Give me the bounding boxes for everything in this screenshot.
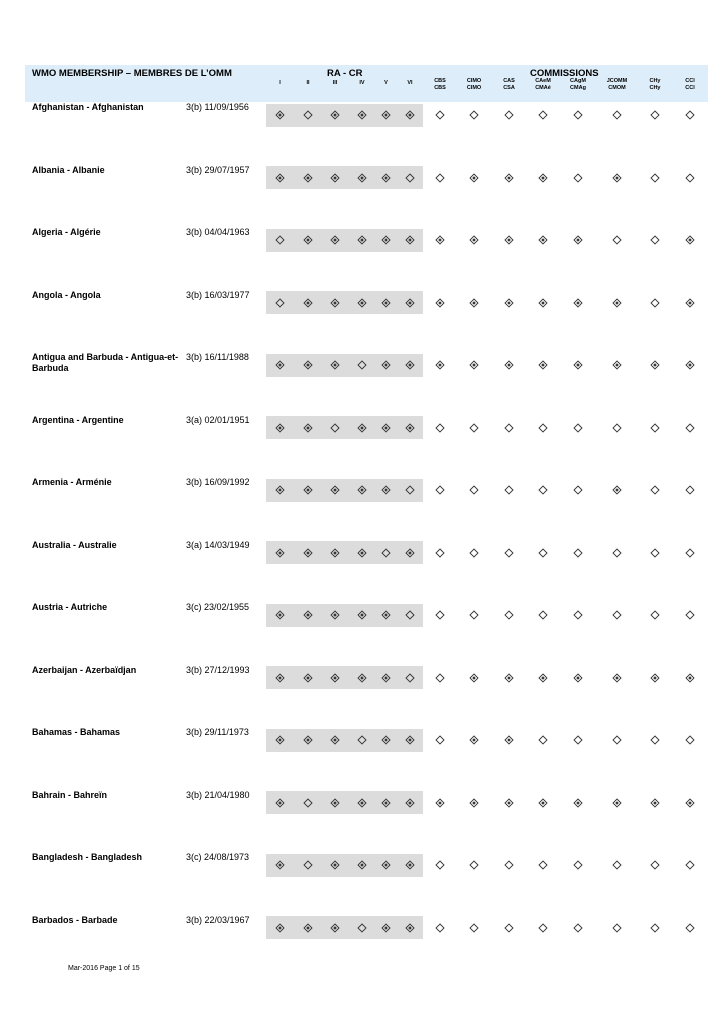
filled-diamond-icon (612, 360, 622, 370)
filled-diamond-icon (275, 548, 285, 558)
filled-diamond-icon (330, 548, 340, 558)
filled-diamond-icon (357, 860, 367, 870)
empty-diamond-icon (469, 860, 479, 870)
ra-band (266, 791, 423, 814)
filled-diamond-icon (573, 673, 583, 683)
filled-diamond-icon (405, 923, 415, 933)
empty-diamond-icon (650, 485, 660, 495)
filled-diamond-icon (650, 673, 660, 683)
membership-date: 3(a) 02/01/1951 (186, 414, 250, 425)
filled-diamond-icon (303, 235, 313, 245)
commission-name-en: CIMO (466, 78, 482, 84)
filled-diamond-icon (275, 798, 285, 808)
filled-diamond-icon (504, 298, 514, 308)
empty-diamond-icon (469, 423, 479, 433)
empty-diamond-icon (435, 860, 445, 870)
filled-diamond-icon (469, 735, 479, 745)
ra-band (266, 541, 423, 564)
filled-diamond-icon (303, 298, 313, 308)
member-name: Afghanistan - Afghanistan (32, 102, 144, 112)
empty-diamond-icon (303, 798, 313, 808)
filled-diamond-icon (357, 485, 367, 495)
commission-column-header (525, 78, 561, 91)
empty-diamond-icon (650, 548, 660, 558)
empty-diamond-icon (685, 860, 695, 870)
ra-band (266, 854, 423, 877)
filled-diamond-icon (405, 735, 415, 745)
page-title: WMO MEMBERSHIP – MEMBRES DE L’OMM (32, 68, 232, 79)
filled-diamond-icon (275, 923, 285, 933)
member-name: Bangladesh - Bangladesh (32, 852, 143, 862)
filled-diamond-icon (504, 173, 514, 183)
empty-diamond-icon (573, 923, 583, 933)
empty-diamond-icon (650, 298, 660, 308)
filled-diamond-icon (330, 610, 340, 620)
filled-diamond-icon (330, 485, 340, 495)
ra-column-header: I (279, 80, 281, 86)
membership-date: 3(b) 22/03/1967 (186, 914, 250, 925)
commission-name-fr: CMOM (608, 84, 626, 91)
filled-diamond-icon (330, 110, 340, 120)
membership-date: 3(b) 29/07/1957 (186, 164, 250, 175)
empty-diamond-icon (504, 610, 514, 620)
empty-diamond-icon (573, 485, 583, 495)
empty-diamond-icon (573, 610, 583, 620)
filled-diamond-icon (405, 110, 415, 120)
filled-diamond-icon (275, 673, 285, 683)
ra-column-header: IV (359, 80, 365, 86)
empty-diamond-icon (435, 423, 445, 433)
filled-diamond-icon (275, 173, 285, 183)
empty-diamond-icon (469, 610, 479, 620)
ra-column-header: II (306, 80, 310, 86)
empty-diamond-icon (685, 485, 695, 495)
filled-diamond-icon (357, 423, 367, 433)
empty-diamond-icon (612, 110, 622, 120)
filled-diamond-icon (381, 673, 391, 683)
empty-diamond-icon (650, 110, 660, 120)
filled-diamond-icon (469, 298, 479, 308)
filled-diamond-icon (275, 110, 285, 120)
filled-diamond-icon (275, 360, 285, 370)
empty-diamond-icon (435, 673, 445, 683)
membership-date: 3(b) 16/03/1977 (186, 289, 250, 300)
empty-diamond-icon (405, 485, 415, 495)
empty-diamond-icon (650, 860, 660, 870)
empty-diamond-icon (275, 298, 285, 308)
empty-diamond-icon (357, 360, 367, 370)
filled-diamond-icon (357, 173, 367, 183)
empty-diamond-icon (685, 110, 695, 120)
filled-diamond-icon (303, 673, 313, 683)
ra-group-heading: RA - CR (327, 68, 363, 79)
empty-diamond-icon (650, 610, 660, 620)
ra-band (266, 729, 423, 752)
empty-diamond-icon (405, 173, 415, 183)
filled-diamond-icon (469, 673, 479, 683)
empty-diamond-icon (435, 110, 445, 120)
filled-diamond-icon (357, 298, 367, 308)
empty-diamond-icon (612, 735, 622, 745)
commission-column-header (599, 78, 635, 91)
empty-diamond-icon (612, 610, 622, 620)
member-name: Angola - Angola (32, 289, 101, 300)
filled-diamond-icon (612, 173, 622, 183)
empty-diamond-icon (435, 610, 445, 620)
member-name: Austria - Autriche (32, 602, 108, 612)
empty-diamond-icon (612, 423, 622, 433)
filled-diamond-icon (381, 798, 391, 808)
empty-diamond-icon (538, 548, 548, 558)
filled-diamond-icon (357, 548, 367, 558)
filled-diamond-icon (330, 298, 340, 308)
empty-diamond-icon (612, 548, 622, 558)
filled-diamond-icon (685, 673, 695, 683)
empty-diamond-icon (650, 423, 660, 433)
filled-diamond-icon (381, 360, 391, 370)
empty-diamond-icon (435, 548, 445, 558)
commission-name-en: JCOMM (606, 78, 628, 84)
empty-diamond-icon (469, 110, 479, 120)
filled-diamond-icon (469, 173, 479, 183)
empty-diamond-icon (538, 860, 548, 870)
member-name: Azerbaijan - Azerbaïdjan (32, 664, 137, 675)
ra-band (266, 416, 423, 439)
empty-diamond-icon (504, 110, 514, 120)
filled-diamond-icon (381, 173, 391, 183)
membership-date: 3(b) 16/11/1988 (186, 352, 249, 362)
filled-diamond-icon (538, 298, 548, 308)
filled-diamond-icon (330, 735, 340, 745)
member-name: Barbados - Barbade (32, 914, 118, 925)
membership-date: 3(b) 16/09/1992 (186, 477, 250, 487)
filled-diamond-icon (538, 798, 548, 808)
ra-band (266, 916, 423, 939)
filled-diamond-icon (435, 360, 445, 370)
filled-diamond-icon (435, 798, 445, 808)
filled-diamond-icon (275, 423, 285, 433)
filled-diamond-icon (303, 360, 313, 370)
commission-name-fr: CBS (434, 84, 446, 91)
commission-name-fr: CHy (649, 84, 661, 91)
empty-diamond-icon (469, 923, 479, 933)
filled-diamond-icon (538, 360, 548, 370)
empty-diamond-icon (435, 485, 445, 495)
filled-diamond-icon (504, 235, 514, 245)
empty-diamond-icon (357, 735, 367, 745)
filled-diamond-icon (538, 173, 548, 183)
filled-diamond-icon (330, 235, 340, 245)
filled-diamond-icon (435, 298, 445, 308)
commission-name-fr: CMAg (570, 84, 586, 91)
commission-name-fr: CSA (503, 84, 515, 91)
filled-diamond-icon (685, 798, 695, 808)
filled-diamond-icon (381, 485, 391, 495)
filled-diamond-icon (685, 235, 695, 245)
filled-diamond-icon (275, 485, 285, 495)
commission-column-header (491, 78, 527, 91)
filled-diamond-icon (381, 735, 391, 745)
empty-diamond-icon (685, 548, 695, 558)
empty-diamond-icon (504, 485, 514, 495)
commission-column-header (560, 78, 596, 91)
empty-diamond-icon (381, 548, 391, 558)
member-name: Bahamas - Bahamas (32, 727, 121, 737)
empty-diamond-icon (573, 735, 583, 745)
empty-diamond-icon (435, 923, 445, 933)
filled-diamond-icon (357, 235, 367, 245)
empty-diamond-icon (504, 548, 514, 558)
member-name: Bahrain - Bahreïn (32, 789, 108, 800)
ra-band (266, 229, 423, 252)
membership-date: 3(a) 14/03/1949 (186, 539, 250, 550)
empty-diamond-icon (650, 923, 660, 933)
filled-diamond-icon (330, 860, 340, 870)
member-name: Antigua and Barbuda - Antigua-et-Barbuda (32, 352, 179, 373)
filled-diamond-icon (405, 798, 415, 808)
filled-diamond-icon (504, 798, 514, 808)
ra-band (266, 479, 423, 502)
empty-diamond-icon (685, 923, 695, 933)
ra-band (266, 666, 423, 689)
commission-column-header (422, 78, 458, 91)
empty-diamond-icon (538, 423, 548, 433)
commission-name-en: CBS (434, 78, 446, 84)
filled-diamond-icon (685, 360, 695, 370)
filled-diamond-icon (381, 860, 391, 870)
empty-diamond-icon (469, 548, 479, 558)
filled-diamond-icon (330, 360, 340, 370)
filled-diamond-icon (650, 798, 660, 808)
filled-diamond-icon (405, 298, 415, 308)
filled-diamond-icon (573, 235, 583, 245)
empty-diamond-icon (275, 235, 285, 245)
filled-diamond-icon (275, 610, 285, 620)
empty-diamond-icon (330, 423, 340, 433)
member-name: Albania - Albanie (32, 164, 105, 175)
membership-date: 3(c) 24/08/1973 (186, 852, 250, 862)
membership-date: 3(b) 04/04/1963 (186, 227, 250, 237)
ra-column-header: V (384, 80, 388, 86)
commission-column-header (456, 78, 492, 91)
filled-diamond-icon (303, 423, 313, 433)
empty-diamond-icon (612, 860, 622, 870)
filled-diamond-icon (357, 798, 367, 808)
filled-diamond-icon (381, 423, 391, 433)
commission-name-fr: CCl (685, 84, 695, 91)
filled-diamond-icon (469, 235, 479, 245)
filled-diamond-icon (303, 548, 313, 558)
table-header (25, 65, 708, 102)
ra-band (266, 291, 423, 314)
filled-diamond-icon (469, 798, 479, 808)
empty-diamond-icon (405, 610, 415, 620)
filled-diamond-icon (357, 610, 367, 620)
empty-diamond-icon (685, 610, 695, 620)
filled-diamond-icon (330, 673, 340, 683)
membership-date: 3(b) 29/11/1973 (186, 727, 249, 737)
filled-diamond-icon (303, 923, 313, 933)
filled-diamond-icon (303, 485, 313, 495)
commissions-group-heading: COMMISSIONS (530, 68, 599, 79)
empty-diamond-icon (538, 485, 548, 495)
ra-band (266, 354, 423, 377)
empty-diamond-icon (573, 548, 583, 558)
filled-diamond-icon (538, 235, 548, 245)
commission-column-header (672, 78, 708, 91)
filled-diamond-icon (612, 485, 622, 495)
filled-diamond-icon (381, 923, 391, 933)
filled-diamond-icon (357, 673, 367, 683)
filled-diamond-icon (612, 798, 622, 808)
filled-diamond-icon (405, 548, 415, 558)
commission-name-en: CAeM (535, 78, 551, 84)
filled-diamond-icon (303, 610, 313, 620)
filled-diamond-icon (504, 673, 514, 683)
filled-diamond-icon (504, 735, 514, 745)
filled-diamond-icon (275, 860, 285, 870)
filled-diamond-icon (469, 360, 479, 370)
filled-diamond-icon (538, 673, 548, 683)
empty-diamond-icon (469, 485, 479, 495)
ra-band (266, 166, 423, 189)
filled-diamond-icon (330, 798, 340, 808)
commission-name-fr: CIMO (466, 84, 482, 91)
filled-diamond-icon (381, 298, 391, 308)
filled-diamond-icon (303, 735, 313, 745)
ra-column-header: VI (407, 80, 413, 86)
empty-diamond-icon (685, 423, 695, 433)
empty-diamond-icon (573, 173, 583, 183)
empty-diamond-icon (504, 923, 514, 933)
filled-diamond-icon (685, 298, 695, 308)
empty-diamond-icon (405, 673, 415, 683)
empty-diamond-icon (435, 735, 445, 745)
member-name: Australia - Australie (32, 539, 117, 550)
filled-diamond-icon (405, 423, 415, 433)
empty-diamond-icon (504, 860, 514, 870)
empty-diamond-icon (504, 423, 514, 433)
filled-diamond-icon (303, 173, 313, 183)
ra-column-header: III (332, 80, 338, 86)
filled-diamond-icon (357, 110, 367, 120)
commission-name-fr: CMAé (535, 84, 551, 91)
commission-name-en: CAS (503, 78, 515, 84)
filled-diamond-icon (612, 673, 622, 683)
empty-diamond-icon (538, 610, 548, 620)
empty-diamond-icon (538, 735, 548, 745)
membership-date: 3(b) 11/09/1956 (186, 102, 249, 112)
empty-diamond-icon (612, 235, 622, 245)
filled-diamond-icon (275, 735, 285, 745)
member-name: Argentina - Argentine (32, 414, 124, 425)
filled-diamond-icon (573, 298, 583, 308)
filled-diamond-icon (504, 360, 514, 370)
empty-diamond-icon (538, 110, 548, 120)
filled-diamond-icon (405, 235, 415, 245)
filled-diamond-icon (612, 298, 622, 308)
ra-band (266, 604, 423, 627)
ra-band (266, 104, 423, 127)
filled-diamond-icon (435, 235, 445, 245)
filled-diamond-icon (381, 235, 391, 245)
empty-diamond-icon (650, 173, 660, 183)
filled-diamond-icon (405, 360, 415, 370)
membership-date: 3(b) 21/04/1980 (186, 789, 250, 800)
empty-diamond-icon (573, 860, 583, 870)
membership-date: 3(b) 27/12/1993 (186, 664, 250, 675)
empty-diamond-icon (685, 173, 695, 183)
commission-name-en: CCl (685, 78, 695, 84)
commission-name-en: CAgM (570, 78, 586, 84)
filled-diamond-icon (650, 360, 660, 370)
empty-diamond-icon (573, 110, 583, 120)
empty-diamond-icon (650, 735, 660, 745)
empty-diamond-icon (573, 423, 583, 433)
member-name: Algeria - Algérie (32, 227, 101, 237)
filled-diamond-icon (573, 360, 583, 370)
commission-column-header (637, 78, 673, 91)
filled-diamond-icon (381, 610, 391, 620)
empty-diamond-icon (435, 173, 445, 183)
filled-diamond-icon (330, 923, 340, 933)
membership-date: 3(c) 23/02/1955 (186, 602, 250, 612)
empty-diamond-icon (650, 235, 660, 245)
empty-diamond-icon (612, 923, 622, 933)
filled-diamond-icon (573, 798, 583, 808)
member-name: Armenia - Arménie (32, 477, 112, 487)
filled-diamond-icon (381, 110, 391, 120)
empty-diamond-icon (538, 923, 548, 933)
filled-diamond-icon (405, 860, 415, 870)
empty-diamond-icon (685, 735, 695, 745)
commission-name-en: CHy (649, 78, 661, 84)
page-footer: Mar-2016 Page 1 of 15 (68, 965, 140, 972)
empty-diamond-icon (303, 110, 313, 120)
empty-diamond-icon (357, 923, 367, 933)
filled-diamond-icon (330, 173, 340, 183)
empty-diamond-icon (303, 860, 313, 870)
